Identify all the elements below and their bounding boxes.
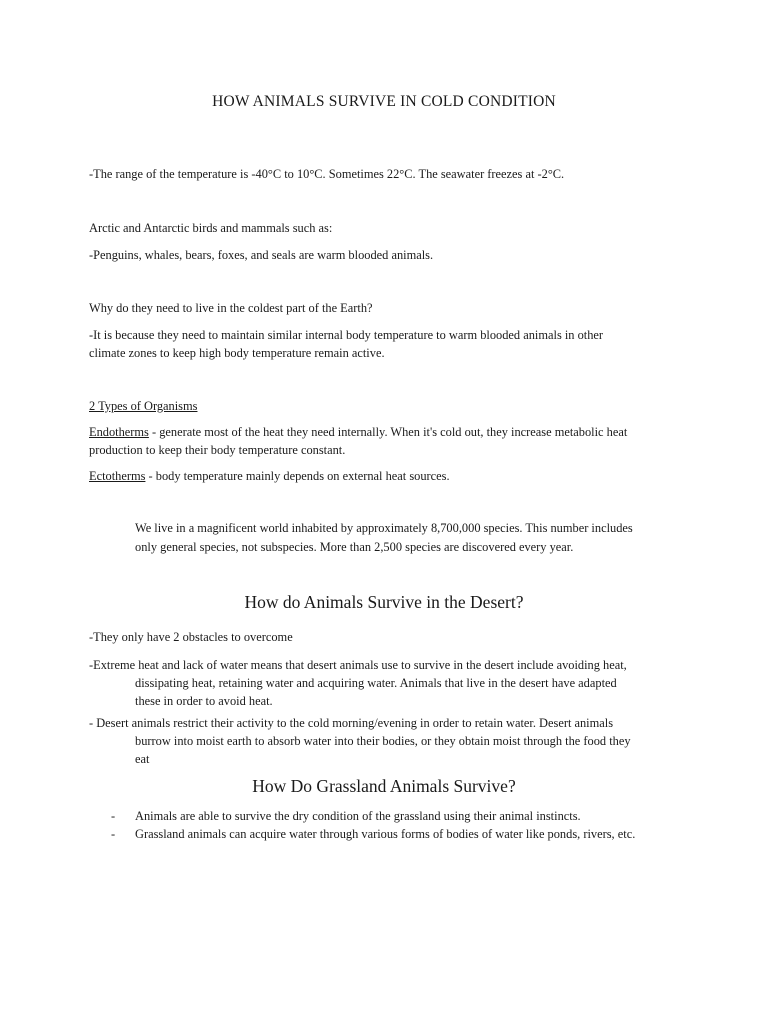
desert-heat-line-3: these in order to avoid heat. xyxy=(135,694,273,708)
list-item xyxy=(89,807,709,825)
desert-heat-line-1: -Extreme heat and lack of water means that desert animals use to survive in the desert include avoiding heat, xyxy=(89,658,627,672)
desert-heat-paragraph xyxy=(89,656,689,710)
ectotherms-term: Ectotherms xyxy=(89,469,146,483)
endotherms-line-2: production to keep their body temperature constant. xyxy=(89,443,346,457)
list-item xyxy=(89,825,709,843)
arctic-intro-text: Arctic and Antarctic birds and mammals such as: xyxy=(89,221,333,235)
grassland-bullet-list xyxy=(89,807,709,843)
species-line-2: only general species, not subspecies. More than 2,500 species are discovered every year. xyxy=(135,540,574,554)
endotherms-line-1 xyxy=(89,423,627,441)
desert-heat-line-2: dissipating heat, retaining water and acquiring water. Animals that live in the desert have adapted xyxy=(135,676,617,690)
organism-types-heading: 2 Types of Organisms xyxy=(89,399,198,413)
grassland-heading: How Do Grassland Animals Survive? xyxy=(252,776,516,796)
endotherms-definition: - generate most of the heat they need internally. When it's cold out, they increase metabolic heat xyxy=(148,425,628,439)
species-line-1: We live in a magnificent world inhabited by approximately 8,700,000 species. This number includes xyxy=(135,521,633,535)
endotherms-term: Endotherms xyxy=(89,425,149,439)
answer-line-2: climate zones to keep high body temperature remain active. xyxy=(89,346,385,360)
penguins-text: -Penguins, whales, bears, foxes, and seals are warm blooded animals. xyxy=(89,248,434,262)
desert-heading: How do Animals Survive in the Desert? xyxy=(244,592,524,612)
why-question-text: Why do they need to live in the coldest part of the Earth? xyxy=(89,301,373,315)
bullet-dash: - xyxy=(111,827,116,841)
bullet-dash: - xyxy=(111,809,116,823)
desert-restrict-paragraph xyxy=(89,714,689,768)
bullet-text: Animals are able to survive the dry condition of the grassland using their animal instincts. xyxy=(135,809,581,823)
ectotherms-line xyxy=(89,467,450,485)
bullet-text: Grassland animals can acquire water through various forms of bodies of water like ponds, rivers, etc. xyxy=(135,827,636,841)
ectotherms-definition: - body temperature mainly depends on external heat sources. xyxy=(145,469,450,483)
answer-line-1: -It is because they need to maintain similar internal body temperature to warm blooded animals in other xyxy=(89,328,604,342)
desert-restrict-line-2: burrow into moist earth to absorb water into their bodies, or they obtain moist through the food they xyxy=(135,734,631,748)
desert-restrict-line-3: eat xyxy=(135,752,150,766)
page-title: HOW ANIMALS SURVIVE IN COLD CONDITION xyxy=(212,93,556,110)
desert-restrict-line-1: - Desert animals restrict their activity to the cold morning/evening in order to retain water. Desert animals xyxy=(89,716,614,730)
temperature-range-text: -The range of the temperature is -40°C to 10°C. Sometimes 22°C. The seawater freezes at -2°C. xyxy=(89,167,565,181)
desert-obstacles-text: -They only have 2 obstacles to overcome xyxy=(89,630,293,644)
